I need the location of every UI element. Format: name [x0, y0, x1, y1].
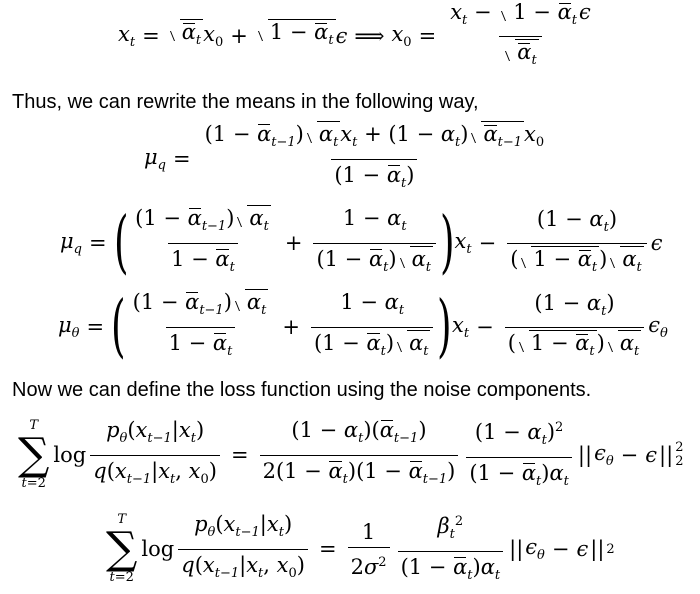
- text-line-2: Now we can define the loss function using the noise components.: [12, 379, 592, 401]
- equation-1: $x_t$ = $\alpha_t$ $x_0$ + $1 - \alpha_t$ ϵ ⟹ $x_0$ = $\frac{x_t - 1 - \alpha_t\epsilon}{\alpha_t}$: [118, 4, 598, 68]
- equation-6: T ∑ t=2 log $\frac{p_\theta(x_{t-1}|x_t)}{q(x_{t-1}|x_t, x_0)}$ = $\frac{1}{2\sigma^2}$ $\frac{\beta_t^2}{(1 - \alpha_t)\alpha_t}$ || $\epsilon_\theta$ − ϵ || 2: [106, 508, 615, 590]
- equation-2: $\mu_q$ = $\frac{(1 - \alpha_{t-1}) \alpha_tx_t + (1 - \alpha_t) \alpha_{t-1}x_0}{(1 - \alpha_t)}$: [144, 126, 551, 192]
- equation-3: $\mu_q$ = ( $\frac{(1 - \alpha_{t-1}) \alpha_t}{1 - \alpha_t}$ + $\frac{1 - \alpha_t}{(1 - \alpha_t) \alpha_t}$ ) $x_t$ − $\frac{(1 - \alpha_t)}{( 1 - \alpha_t) \alpha_t}$ ϵ: [60, 203, 663, 282]
- text-line-1: Thus, we can rewrite the means in the following way,: [12, 91, 479, 113]
- equation-4: $\mu_\theta$ = ( $\frac{(1 - \alpha_{t-1}) \alpha_t}{1 - \alpha_t}$ + $\frac{1 - \alpha_t}{(1 - \alpha_t) \alpha_t}$ ) $x_t$ − $\frac{(1 - \alpha_t)}{( 1 - \alpha_t) \alpha_t}$ $\epsilon_\theta$: [58, 287, 668, 366]
- equation-5: T ∑ t=2 log $\frac{p_\theta(x_{t-1}|x_t)}{q(x_{t-1}|x_t, x_0)}$ = $\frac{(1 - \alpha_t)(\alpha_{t-1})}{2(1 - \alpha_t)(1 - \alpha_{t-1})}$ $\frac{(1 - \alpha_t)^2}{(1 - \alpha_t)\alpha_t}$ || $\epsilon_\theta$ − ϵ || 2 2: [18, 414, 683, 496]
